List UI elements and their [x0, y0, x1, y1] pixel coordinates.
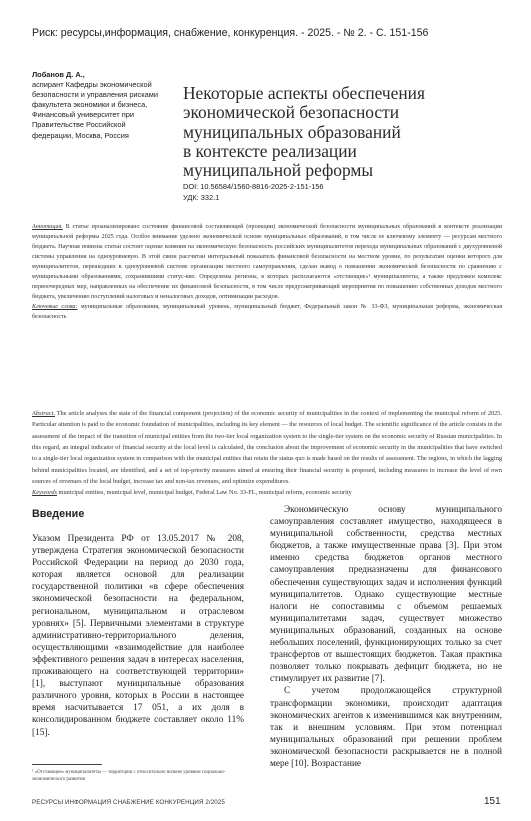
abstract-russian: [32, 222, 502, 322]
author-block: [32, 70, 182, 141]
author-affiliation-line: безопасности и управления рисками: [32, 90, 158, 100]
author-affiliation-line: Финансовый университет при: [32, 110, 134, 120]
title-line: муниципальной реформы: [183, 160, 374, 181]
keywords-en-label: Keywords: [32, 489, 57, 497]
keywords-ru-label: Ключевые слова:: [32, 304, 78, 311]
abstract-english: [32, 408, 502, 499]
author-affiliation-line: факультета экономики и бизнеса,: [32, 100, 148, 110]
keywords-ru-paragraph: [32, 302, 502, 322]
body-paragraph: Экономическую основу муниципального самоуправления составляет имущество, находящееся в муниципальной собственности, средства местных бюджетов, а также имущественные права [3]. При этом именно средства бюджетов органов местного самоуправления предназначены для финансового обеспечения существующих задач и исполнения функций муниципалитетов. Однако существующие местные налоги не сопоставимы с объемом решаемых муниципалитетами задач, существует множество муниципальных образований, созданных на основе небольших поселений, функционирующих только за счет трансфертов от вышестоящих бюджетов. Такая практика позволяет только покрывать дефицит бюджета, но не стимулирует их развитие [7].: [270, 505, 502, 685]
title-line: экономической безопасности: [183, 102, 400, 123]
abstract-ru-label: Аннотация.: [32, 224, 63, 230]
footnote: ¹ «Отстающие» муниципалитеты — территории с относительно низким уровнем социально-экономического развития: [32, 770, 226, 783]
keywords-ru-text: муниципальные образования, муниципальный уровень, муниципальный бюджет, Федеральный закон № 33-ФЗ, муниципальная реформа, экономическая безопасность: [32, 304, 502, 321]
abstract-en-label: Abstract.: [32, 410, 55, 417]
keywords-en-paragraph: [32, 487, 502, 498]
keywords-en-text: municipal entities, municipal level, municipal budget, Federal Law No. 33-FL, municipal reform, economic security: [56, 489, 352, 497]
page-number: 151: [484, 796, 501, 807]
section-heading-introduction: Введение: [32, 508, 85, 520]
abstract-en-text: The article analyses the state of the financial component (projection) of the economic security of municipalities in the context of implementing the municipal reform of 2025. Particular attention is paid to the economic foundation of municipalities, including its key element — the resources of local budget. The scientific significance of the article consists in the assessment of the impact of the transition of municipal entities from the two-tier local organization system to the single-tier system on the economic security of Russian municipalities. In this regard, an integral indicator of financial security at the local level is calculated, the conclusion about the improvement of economic security in the municipalities that have switched to a single-tier local organization system in comparison with the municipal entities that retain the status quo is made based on the results of assessment. The regions, in which the lagging behind municipalities located, are identified, and a set of top-priority measures aimed at ensuring their financial security is proposed, including measures to increase the level of own sources of revenues of the local budget, increase tax and non-tax revenues, and optimize expenditures.: [32, 410, 502, 486]
author-affiliation-line: Правительстве Российской: [32, 120, 126, 130]
author-affiliation-line: аспирант Кафедры экономической: [32, 80, 152, 90]
body-paragraph: С учетом продолжающейся структурной трансформации экономики, происходит адаптация экономических агентов к изменившимся как внутренним, так и внешним условиям. При этом потенциал муниципальных образований при решении проблем экономической безопасности раскрывается не в полной мере [10]. Возрастание: [270, 686, 502, 769]
body-column-right: [270, 504, 502, 770]
body-column-left: [32, 508, 244, 739]
udc: УДК: 332.1: [183, 192, 220, 202]
abstract-en-paragraph: [32, 408, 502, 487]
doi-block: [183, 182, 324, 203]
author-name: Лобанов Д. А.,: [32, 70, 85, 79]
footnote-divider: [32, 764, 102, 765]
journal-footer: РЕСУРСЫ ИНФОРМАЦИЯ СНАБЖЕНИЕ КОНКУРЕНЦИЯ 2/2025: [32, 799, 225, 806]
body-paragraph: Указом Президента РФ от 13.05.2017 № 208, утверждена Стратегия экономической безопасности Российской Федерации на период до 2030 года, которая является основой для реализации государственной политики «в сфере обеспечения экономической безопасности на федеральном, региональном, муниципальном и отраслевом уровнях» [5]. Первичными элементами в структуре административно-территориального деления, осуществляющими «взаимодействие для наиболее эффективного решения задач в интересах населения, проживающего на соответствующей территории» [1], выступают муниципальные образования различного уровня, которых в России в настоящее время насчитывается 17 051, а их доля в консолидированном бюджете составляет около 11% [15].: [32, 534, 244, 738]
abstract-ru-paragraph: [32, 222, 502, 302]
article-title: [183, 84, 513, 180]
title-line: в контексте реализации: [183, 140, 357, 161]
title-line: Некоторые аспекты обеспечения: [183, 83, 425, 103]
abstract-ru-text: В статье проанализировано состояние финансовой составляющей (проекции) экономической безопасности муниципальных образований в контексте реализации муниципальной реформы 2025 года. Особое внимание уделено экономической основе муниципальных образований, в том числе ее ключевому элементу — ресурсам местного бюджета. Научная новизна статьи состоит оценке влияния на экономическую безопасность российских муниципалитетов перехода муниципальных образований с двухуровневой системы управления на одноуровневую. В этой связи рассчитан интегральный показатель финансовой безопасности на местном уровне, по результатам оценки которого для муниципалитетов, перешедших к одноуровневой системе организации местного самоуправления, сделан вывод о повышении экономической безопасности по сравнению с муниципальными образованиями, сохранившими статус-кво. Определены регионы, в которых располагаются «отстающие»¹ муниципалитеты, а также предложен комплекс первоочередных мер, направленных на обеспечение их финансовой безопасности, в том числе предусматривающий мероприятия по повышению собственных доходов местного бюджета, увеличению поступлений налоговых и неналоговых доходов, оптимизации расходов.: [32, 224, 502, 301]
doi[interactable]: DOI: 10.56584/1560-8816-2025-2-151-156: [183, 182, 324, 191]
journal-citation-header: Риск: ресурсы,информация, снабжение, конкуренция. - 2025. - № 2. - С. 151-156: [32, 27, 429, 39]
author-affiliation-line: федерации, Москва, Россия: [32, 130, 129, 140]
title-line: муниципальных образований: [183, 121, 401, 142]
